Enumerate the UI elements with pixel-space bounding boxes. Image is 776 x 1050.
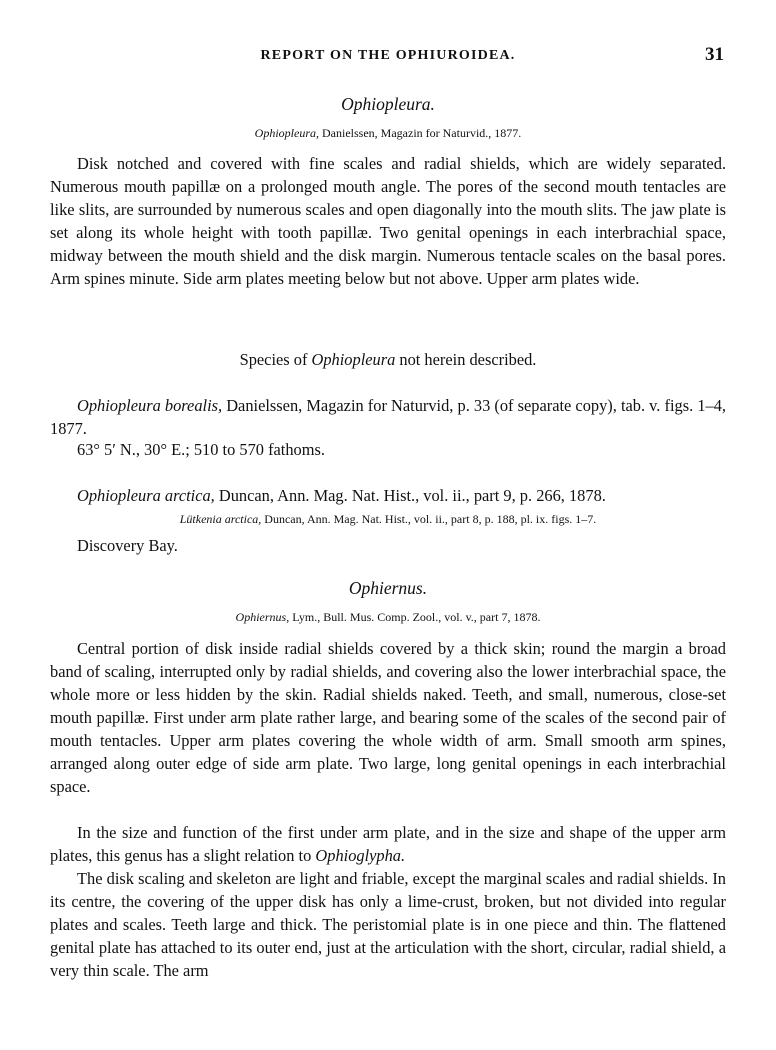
citation-genus-name: Ophiernus, — [235, 610, 290, 624]
species-name: Ophiopleura arctica, — [77, 486, 215, 505]
citation-reference: Danielssen, Magazin for Naturvid., 1877. — [319, 126, 522, 140]
genus-heading-ophiernus: Ophiernus. — [348, 578, 428, 598]
genus-description-ophiopleura: Disk notched and covered with fine scales and radial shields, which are widely separated. Numerous mouth papillæ on a prolonged mouth angle. The pores of the second mouth tentacles are like slits, are surrounded by numerous scales and open diagonally into the mouth slits. The jaw plate is set along its whole height with tooth papillæ. Two genital openings in each interbrachial space, midway between the mouth shield and the disk margin. Numerous tentacle scales on the basal pores. Arm spines minute. Side arm plates meeting below but not above. Upper arm plates wide. — [50, 154, 726, 288]
skeleton-paragraph: The disk scaling and skeleton are light and friable, except the marginal scales and radial shields. In its centre, the covering of the upper disk has only a lime-crust, broken, but not divided into regular plates and scales. Teeth large and thick. The peristomial plate is in one piece and thin. The flattened genital plate has attached to its outer end, just at the articulation with the short, circular, radial shield, a very thin scale. The arm — [50, 869, 726, 980]
genus-citation-ophiopleura — [0, 126, 776, 141]
page-number: 31 — [705, 44, 724, 65]
citation-reference: Lym., Bull. Mus. Comp. Zool., vol. v., part 7, 1878. — [289, 610, 541, 624]
running-head — [0, 44, 776, 68]
relation-text: In the size and function of the first under arm plate, and in the size and shape of the upper arm plates, this genus has a slight relation to — [50, 823, 726, 865]
synonym-reference: Duncan, Ann. Mag. Nat. Hist., vol. ii., part 8, p. 188, pl. ix. figs. 1–7. — [261, 512, 597, 526]
genus-description-ophiernus: Central portion of disk inside radial shields covered by a thick skin; round the margin a broad band of scaling, interrupted only by radial shields, and covering also the lower interbrachial space, the whole more or less hidden by the skin. Radial shields naked. Teeth, and small, numerous, close-set mouth papillæ. First under arm plate rather large, and bearing some of the scales of the second pair of mouth tentacles. Upper arm plates covering the whole width of arm. Small smooth arm spines, arranged along outer edge of side arm plate. Two large, long genital openings in each interbrachial space. — [50, 639, 726, 796]
species-reference: Duncan, Ann. Mag. Nat. Hist., vol. ii., part 9, p. 266, 1878. — [214, 486, 606, 505]
species-entry-arctica — [50, 484, 726, 507]
species-heading-post: not herein described. — [395, 350, 537, 369]
species-list-heading — [0, 350, 776, 370]
species-locality-arctica: Discovery Bay. — [77, 536, 178, 555]
species-heading-genus: Ophiopleura — [311, 350, 396, 369]
species-synonym-lutkenia — [0, 512, 776, 527]
synonym-name: Lütkenia arctica, — [179, 512, 262, 526]
species-entry-borealis — [50, 394, 726, 440]
species-locality-borealis: 63° 5′ N., 30° E.; 510 to 570 fathoms. — [77, 440, 325, 459]
species-name: Ophiopleura borealis, — [77, 396, 223, 415]
relation-genus: Ophioglypha. — [315, 846, 406, 865]
running-title: REPORT ON THE OPHIUROIDEA. — [260, 48, 516, 63]
citation-genus-name: Ophiopleura, — [254, 126, 320, 140]
relation-paragraph — [50, 821, 726, 867]
genus-heading-ophiopleura: Ophiopleura. — [341, 94, 435, 114]
species-reference: Danielssen, Magazin for Naturvid, p. 33 (of separate copy), tab. v. figs. 1–4, 1877. — [50, 396, 726, 438]
species-heading-pre: Species of — [239, 350, 312, 369]
genus-citation-ophiernus — [0, 610, 776, 625]
